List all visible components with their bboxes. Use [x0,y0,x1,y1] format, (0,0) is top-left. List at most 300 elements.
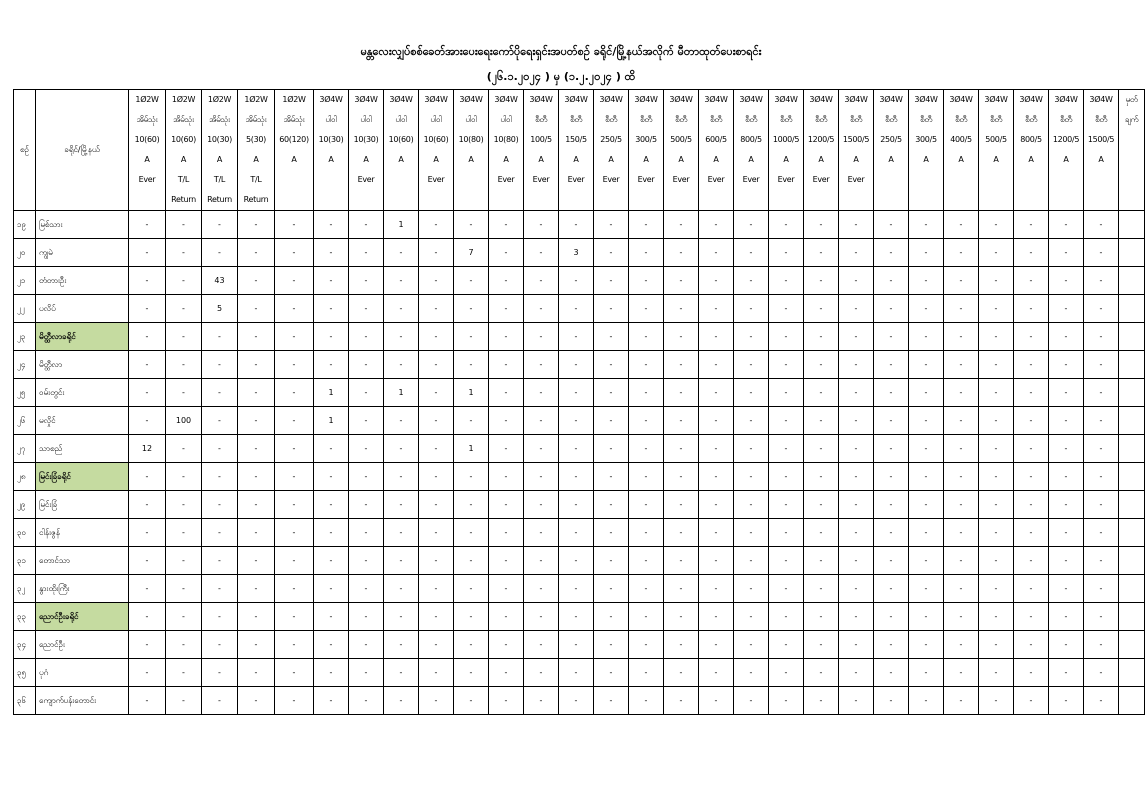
remarks-cell [1119,575,1145,603]
header-line: A [608,155,614,164]
header-line: 3Ø4W [774,95,798,104]
meter-count-cell: - [1084,407,1119,435]
meter-count-cell: - [559,491,594,519]
meter-count-cell: - [804,491,839,519]
header-meter-type [664,90,699,211]
remarks-cell [1119,239,1145,267]
meter-count-cell: - [839,519,874,547]
header-line: စီတီ [780,115,792,124]
meter-count-cell: - [489,295,524,323]
header-line: Ever [637,175,655,184]
meter-count-cell: - [699,295,734,323]
meter-count-cell: - [804,659,839,687]
header-line [944,190,978,210]
header-meter-type [384,90,419,211]
meter-count-cell: - [839,575,874,603]
meter-count-cell: - [314,687,349,715]
meter-count-cell: - [1084,519,1119,547]
remarks-cell [1119,491,1145,519]
meter-count-cell: - [559,351,594,379]
meter-count-cell: - [944,295,979,323]
meter-count-cell: - [166,631,202,659]
meter-count-cell: - [314,547,349,575]
meter-count-cell: 5 [202,295,238,323]
report-date-range: (၂၆.၁.၂၀၂၄ ) မှ (၁.၂.၂၀၂၄ ) ထိ [486,70,636,83]
meter-count-cell: - [1084,491,1119,519]
meter-count-cell: - [769,631,804,659]
meter-count-cell: - [238,687,275,715]
meter-count-cell: - [129,211,166,239]
meter-count-cell: - [839,351,874,379]
meter-count-cell: - [804,603,839,631]
meter-count-cell: - [769,519,804,547]
meter-count-cell: - [524,323,559,351]
meter-count-cell: - [384,267,419,295]
meter-count-cell: - [944,519,979,547]
table-row [14,687,1145,715]
table-row [14,239,1145,267]
meter-count-cell: - [489,491,524,519]
meter-count-cell: - [419,491,454,519]
meter-count-cell: - [804,239,839,267]
remarks-cell [1119,351,1145,379]
header-meter-type [874,90,909,211]
meter-count-cell: - [1084,379,1119,407]
meter-count-cell: - [699,211,734,239]
meter-count-cell: - [804,575,839,603]
meter-count-cell: - [559,575,594,603]
meter-count-cell: - [594,407,629,435]
meter-count-cell: - [275,519,314,547]
remarks-cell [1119,435,1145,463]
header-meter-type [1049,90,1084,211]
meter-count-cell: - [909,211,944,239]
meter-count-cell: - [349,687,384,715]
header-line: 3Ø4W [844,95,868,104]
meter-count-cell: - [419,463,454,491]
header-line: 3Ø4W [984,95,1008,104]
meter-count-cell: - [839,687,874,715]
meter-count-cell: - [559,463,594,491]
header-line: A [503,155,509,164]
meter-count-cell: - [384,519,419,547]
meter-count-cell: - [629,687,664,715]
meter-count-cell: - [909,631,944,659]
meter-count-cell: - [454,575,489,603]
meter-count-cell: - [349,519,384,547]
meter-count-cell: - [384,239,419,267]
meter-count-cell: - [769,435,804,463]
meter-count-cell: - [1014,351,1049,379]
meter-count-cell: - [559,659,594,687]
meter-count-cell: - [944,463,979,491]
meter-count-cell: - [734,435,769,463]
header-line: မှတ် [1125,95,1138,104]
meter-count-cell: - [594,323,629,351]
meter-count-cell: - [629,267,664,295]
meter-count-cell: - [524,547,559,575]
meter-count-cell: - [594,435,629,463]
meter-count-cell: - [909,351,944,379]
header-line: 3Ø4W [1054,95,1078,104]
meter-count-cell: - [419,295,454,323]
meter-count-cell: - [129,295,166,323]
meter-count-cell: - [769,407,804,435]
header-line: 500/5 [985,135,1007,144]
header-line: စီတီ [745,115,757,124]
meter-count-cell: - [944,323,979,351]
meter-count-cell: - [1049,491,1084,519]
meter-count-cell: - [734,351,769,379]
header-line: 60(120) [279,135,309,144]
header-line [629,190,663,210]
header-line [275,190,313,210]
meter-count-cell: - [202,631,238,659]
meter-count-cell: - [909,463,944,491]
header-line: A [253,155,259,164]
meter-count-cell: - [419,211,454,239]
meter-count-cell: - [979,211,1014,239]
header-line: 10(80) [458,135,484,144]
header-line: T/L [177,175,190,184]
header-line: Return [171,195,196,204]
header-line: 10(30) [207,135,232,144]
meter-count-cell: - [979,631,1014,659]
meter-count-cell: - [1014,547,1049,575]
header-line: A [216,155,223,164]
meter-count-cell: - [238,575,275,603]
meter-count-cell: - [594,295,629,323]
header-line: စီတီ [1025,115,1037,124]
meter-count-cell: - [419,407,454,435]
meter-count-cell: - [1049,547,1084,575]
meter-count-cell: - [1084,323,1119,351]
meter-count-cell: - [275,631,314,659]
meter-count-cell: - [202,463,238,491]
meter-count-cell: 3 [559,239,594,267]
meter-count-cell: - [629,519,664,547]
meter-count-cell: - [629,323,664,351]
meter-count-cell: - [664,491,699,519]
header-line [664,190,698,210]
meter-count-cell: - [524,295,559,323]
header-line: 3Ø4W [529,95,553,104]
header-line: 800/5 [1020,135,1042,144]
meter-count-cell: - [874,295,909,323]
meter-count-cell: - [524,379,559,407]
township-name: တံတားဦး [36,267,129,295]
meter-count-cell: - [699,575,734,603]
header-meter-type [129,90,166,211]
header-line: 300/5 [915,135,937,144]
header-line: A [783,155,789,164]
header-line: A [713,155,719,164]
header-line: Ever [567,175,585,184]
meter-count-cell: - [594,519,629,547]
meter-count-cell: - [275,323,314,351]
meter-count-cell: - [594,491,629,519]
meter-count-cell: - [559,631,594,659]
header-line: A [144,155,150,164]
header-line: A [573,155,579,164]
header-line: 3Ø4W [599,95,623,104]
header-line: 600/5 [705,135,727,144]
header-line: 1500/5 [842,135,870,144]
meter-count-cell: - [454,519,489,547]
table-row [14,295,1145,323]
meter-count-cell: - [314,575,349,603]
header-line: 10(60) [171,135,196,144]
township-name: ညောင်ဦး [36,631,129,659]
meter-count-cell: - [1049,659,1084,687]
meter-count-cell: - [349,547,384,575]
remarks-cell [1119,379,1145,407]
meter-count-cell: - [979,547,1014,575]
meter-count-cell: 1 [384,379,419,407]
meter-count-cell: - [1049,267,1084,295]
header-line: အိမ်သုံး [173,115,194,124]
meter-count-cell: - [1014,519,1049,547]
meter-count-cell: - [238,659,275,687]
header-line: A [678,155,684,164]
meter-count-cell: - [419,603,454,631]
meter-count-cell: - [238,547,275,575]
meter-count-cell: - [734,295,769,323]
meter-count-cell: - [1049,407,1084,435]
header-line: Ever [672,175,690,184]
meter-count-cell: - [1014,491,1049,519]
meter-count-cell: - [629,295,664,323]
meter-count-cell: - [699,407,734,435]
meter-count-cell: - [1014,407,1049,435]
meter-count-cell: - [629,211,664,239]
meter-count-cell: - [874,659,909,687]
meter-count-cell: - [979,351,1014,379]
header-line: အိမ်သုံး [136,115,158,124]
meter-count-cell: - [1014,267,1049,295]
meter-count-cell: - [559,295,594,323]
table-row [14,435,1145,463]
meter-count-cell: - [664,351,699,379]
meter-count-cell: - [629,575,664,603]
meter-count-cell: - [664,631,699,659]
meter-count-cell: - [524,519,559,547]
meter-count-cell: - [909,379,944,407]
meter-count-cell: - [734,519,769,547]
header-meter-type [804,90,839,211]
township-name: မြစ်သား [36,211,129,239]
meter-count-cell: - [1049,239,1084,267]
meter-count-cell: - [664,379,699,407]
meter-count-cell: - [238,407,275,435]
meter-count-cell: - [734,491,769,519]
table-row [14,407,1145,435]
table-row [14,491,1145,519]
meter-count-cell: - [314,519,349,547]
header-line: A [888,155,894,164]
meter-count-cell: - [1049,295,1084,323]
meter-count-cell: - [275,295,314,323]
header-line: ပါဝါ [500,115,512,124]
meter-count-cell: - [129,323,166,351]
meter-count-cell: - [384,351,419,379]
meter-count-cell: - [769,379,804,407]
township-name: ပလိပ် [36,295,129,323]
header-line: 1Ø2W [244,95,268,104]
meter-count-cell: - [944,407,979,435]
meter-count-cell: - [699,351,734,379]
header-line: 3Ø4W [459,95,483,104]
meter-count-cell: - [594,211,629,239]
meter-count-cell: - [238,491,275,519]
table-row [14,351,1145,379]
meter-count-cell: - [524,435,559,463]
meter-count-cell: - [489,603,524,631]
meter-count-cell: - [559,379,594,407]
meter-count-cell: - [419,631,454,659]
header-line: ပါဝါ [395,115,407,124]
meter-count-cell: - [349,463,384,491]
header-meter-type [166,90,202,211]
meter-count-cell: - [769,211,804,239]
meter-count-cell: - [874,379,909,407]
meter-count-cell: - [559,267,594,295]
header-line [874,190,908,210]
meter-count-cell: - [524,239,559,267]
row-serial: ၃၅ [14,659,36,687]
meter-count-cell: - [664,603,699,631]
meter-count-cell: - [238,295,275,323]
meter-count-cell: - [839,491,874,519]
meter-count-cell: - [944,379,979,407]
meter-count-cell: - [419,351,454,379]
header-meter-type [699,90,734,211]
meter-count-cell: - [1049,603,1084,631]
header-line [839,190,873,210]
meter-count-cell: - [664,435,699,463]
meter-count-cell: - [839,659,874,687]
meter-count-cell: - [166,435,202,463]
meter-count-cell: - [699,687,734,715]
meter-count-cell: - [594,659,629,687]
meter-count-cell: - [804,631,839,659]
meter-count-cell: - [594,631,629,659]
header-line: Ever [707,175,725,184]
meter-count-cell: - [275,239,314,267]
header-line: A [958,155,964,164]
row-serial: ၂၃ [14,323,36,351]
meter-count-cell: - [699,519,734,547]
remarks-cell [1119,603,1145,631]
meter-count-cell: - [202,687,238,715]
header-line: စီတီ [885,115,897,124]
header-line: T/L [213,175,226,184]
meter-count-cell: - [129,659,166,687]
meter-count-cell: - [129,407,166,435]
meter-count-cell: - [384,547,419,575]
header-line [384,170,418,190]
header-line: T/L [250,175,262,184]
meter-count-cell: - [489,351,524,379]
header-line [454,190,488,210]
remarks-cell [1119,519,1145,547]
table-row [14,267,1145,295]
header-meter-type [275,90,314,211]
meter-count-cell: - [524,211,559,239]
header-line: 250/5 [880,135,902,144]
meter-count-cell: - [734,211,769,239]
meter-count-cell: - [349,407,384,435]
meter-count-cell: - [129,687,166,715]
meter-count-cell: - [275,491,314,519]
meter-count-cell: - [944,631,979,659]
meter-count-cell: - [1014,239,1049,267]
header-line: ပါဝါ [360,115,372,124]
meter-count-cell: - [238,267,275,295]
remarks-cell [1119,323,1145,351]
meter-count-cell: - [979,239,1014,267]
meter-count-cell: - [129,267,166,295]
township-name: တောင်သာ [36,547,129,575]
meter-count-cell: - [238,631,275,659]
township-name: နွားထိုးကြီး [36,575,129,603]
meter-count-cell: - [202,659,238,687]
meter-count-cell: - [664,519,699,547]
meter-count-cell: - [909,295,944,323]
header-line: A [1028,155,1034,164]
table-row [14,211,1145,239]
meter-count-cell: - [909,519,944,547]
meter-count-cell: - [804,295,839,323]
header-line: A [853,155,859,164]
header-line: A [398,155,404,164]
header-line [1049,170,1083,190]
meter-count-cell: - [1049,575,1084,603]
township-name: သာစည် [36,435,129,463]
table-row [14,631,1145,659]
header-line: 5(30) [245,135,266,144]
meter-count-cell: - [129,547,166,575]
meter-count-cell: - [769,323,804,351]
meter-count-cell: - [699,435,734,463]
header-line: 3Ø4W [1019,95,1043,104]
meter-count-cell: - [1014,603,1049,631]
meter-count-cell: - [1014,435,1049,463]
meter-count-cell: - [734,547,769,575]
meter-count-cell: - [979,575,1014,603]
table-row [14,575,1145,603]
header-line [1014,170,1048,190]
table-body [14,211,1145,715]
remarks-cell [1119,407,1145,435]
row-serial: ၂၅ [14,379,36,407]
meter-count-cell: - [979,407,1014,435]
meter-count-cell: - [594,603,629,631]
header-line: Ever [847,175,865,184]
meter-count-cell: - [314,211,349,239]
meter-count-cell: - [384,603,419,631]
meter-count-cell: - [979,519,1014,547]
meter-count-cell: - [559,323,594,351]
meter-count-cell: - [804,323,839,351]
meter-count-cell: - [349,323,384,351]
meter-count-cell: - [275,407,314,435]
header-line: စီတီ [955,115,967,124]
meter-count-cell: - [664,575,699,603]
meter-count-cell: - [979,659,1014,687]
meter-count-cell: - [349,295,384,323]
header-line [349,190,383,210]
